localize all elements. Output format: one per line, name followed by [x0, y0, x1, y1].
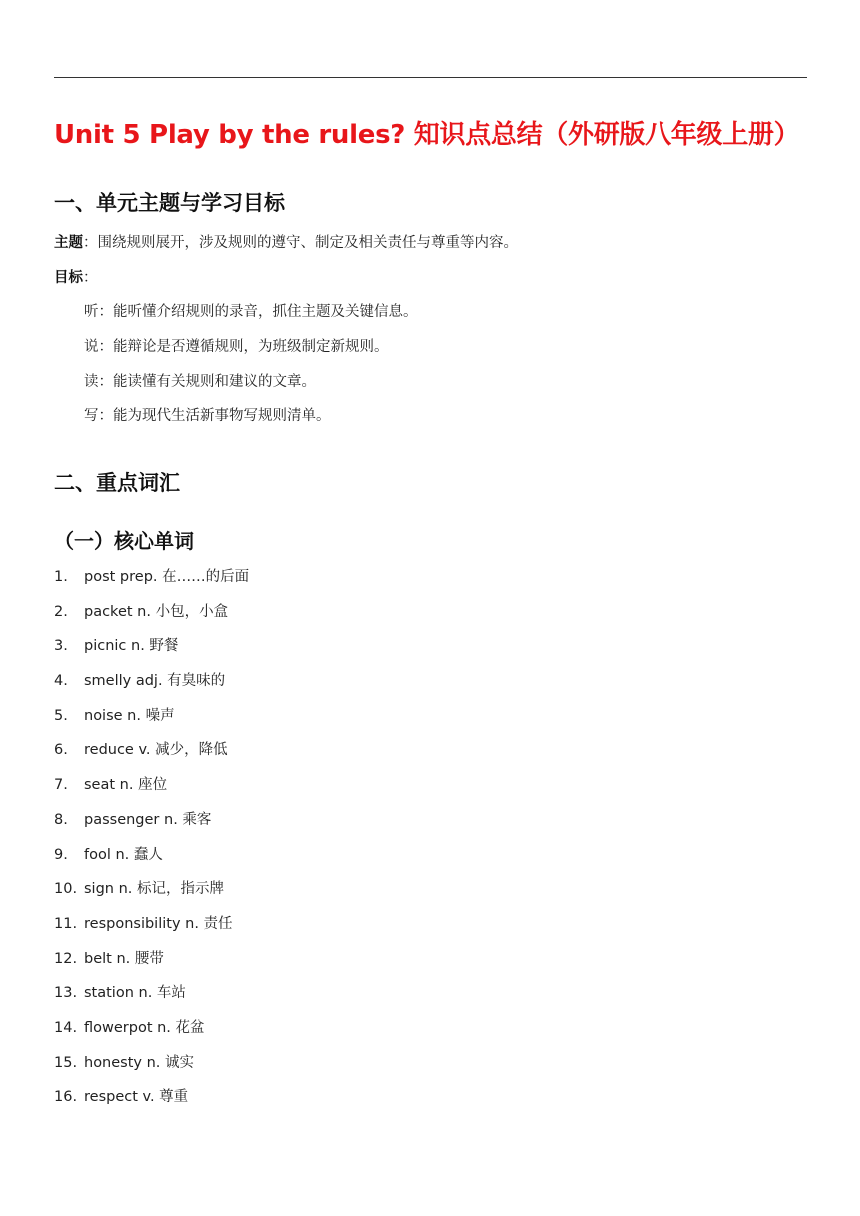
item-number: 1.: [54, 569, 68, 585]
word-entry: packet n. 小包，小盒: [84, 603, 229, 620]
item-number: 6.: [54, 742, 68, 759]
item-number: 3.: [54, 638, 68, 655]
theme-label: 主题: [54, 235, 83, 251]
item-number: 7.: [54, 777, 68, 794]
word-entry: reduce v. 减少，降低: [84, 742, 228, 759]
list-item: [54, 984, 249, 1019]
word-entry: respect v. 尊重: [84, 1089, 189, 1106]
theme-line: [54, 234, 518, 252]
goal-listening: 听：能听懂介绍规则的录音，抓住主题及关键信息。: [84, 304, 418, 320]
word-entry: noise n. 噪声: [84, 707, 175, 724]
word-entry: responsibility n. 责任: [84, 915, 233, 932]
word-entry: sign n. 标记，指示牌: [84, 881, 224, 898]
goal-line: [54, 269, 98, 287]
list-item: [54, 1019, 249, 1054]
item-number: 8.: [54, 811, 68, 828]
list-item: [54, 1088, 249, 1123]
list-item: [54, 741, 249, 776]
goal-colon: ：: [83, 270, 98, 286]
word-entry: station n. 车站: [84, 985, 186, 1002]
section-heading-goals: 一、单元主题与学习目标: [54, 191, 285, 215]
word-entry: post prep. 在……的后面: [84, 569, 250, 585]
goal-writing: 写：能为现代生活新事物写规则清单。: [84, 408, 331, 424]
section-heading-vocabulary: 二、重点词汇: [54, 471, 180, 495]
list-item: [54, 776, 249, 811]
word-entry: honesty n. 诚实: [84, 1054, 195, 1071]
item-number: 14.: [54, 1019, 78, 1036]
item-number: 10.: [54, 881, 78, 898]
word-entry: picnic n. 野餐: [84, 638, 179, 655]
item-number: 5.: [54, 707, 68, 724]
item-number: 12.: [54, 950, 78, 967]
subheading-core-words: （一）核心单词: [54, 529, 194, 553]
list-item: [54, 846, 249, 881]
word-entry: belt n. 腰带: [84, 950, 164, 967]
goal-reading: 读：能读懂有关规则和建议的文章。: [84, 374, 316, 390]
list-item: [54, 568, 249, 603]
list-item: [54, 637, 249, 672]
list-item: [54, 950, 249, 985]
word-entry: seat n. 座位: [84, 777, 168, 794]
theme-text: ：围绕规则展开，涉及规则的遵守、制定及相关责任与尊重等内容。: [83, 235, 518, 251]
word-entry: fool n. 蠢人: [84, 846, 163, 863]
list-item: [54, 811, 249, 846]
word-entry: smelly adj. 有臭味的: [84, 673, 226, 690]
item-number: 13.: [54, 985, 78, 1002]
goal-speaking: 说：能辩论是否遵循规则，为班级制定新规则。: [84, 339, 389, 355]
list-item: [54, 603, 249, 638]
item-number: 15.: [54, 1054, 78, 1071]
list-item: [54, 707, 249, 742]
list-item: [54, 1054, 249, 1089]
item-number: 16.: [54, 1089, 78, 1106]
item-number: 2.: [54, 603, 68, 620]
goal-label: 目标: [54, 270, 83, 286]
item-number: 9.: [54, 846, 68, 863]
list-item: [54, 880, 249, 915]
document-title: Unit 5 Play by the rules? 知识点总结（外研版八年级上册）: [54, 120, 800, 150]
list-item: [54, 915, 249, 950]
item-number: 11.: [54, 915, 78, 932]
header-rule: [54, 77, 807, 78]
core-word-list: [54, 568, 249, 1123]
word-entry: flowerpot n. 花盆: [84, 1019, 205, 1036]
list-item: [54, 672, 249, 707]
item-number: 4.: [54, 673, 68, 690]
word-entry: passenger n. 乘客: [84, 811, 212, 828]
